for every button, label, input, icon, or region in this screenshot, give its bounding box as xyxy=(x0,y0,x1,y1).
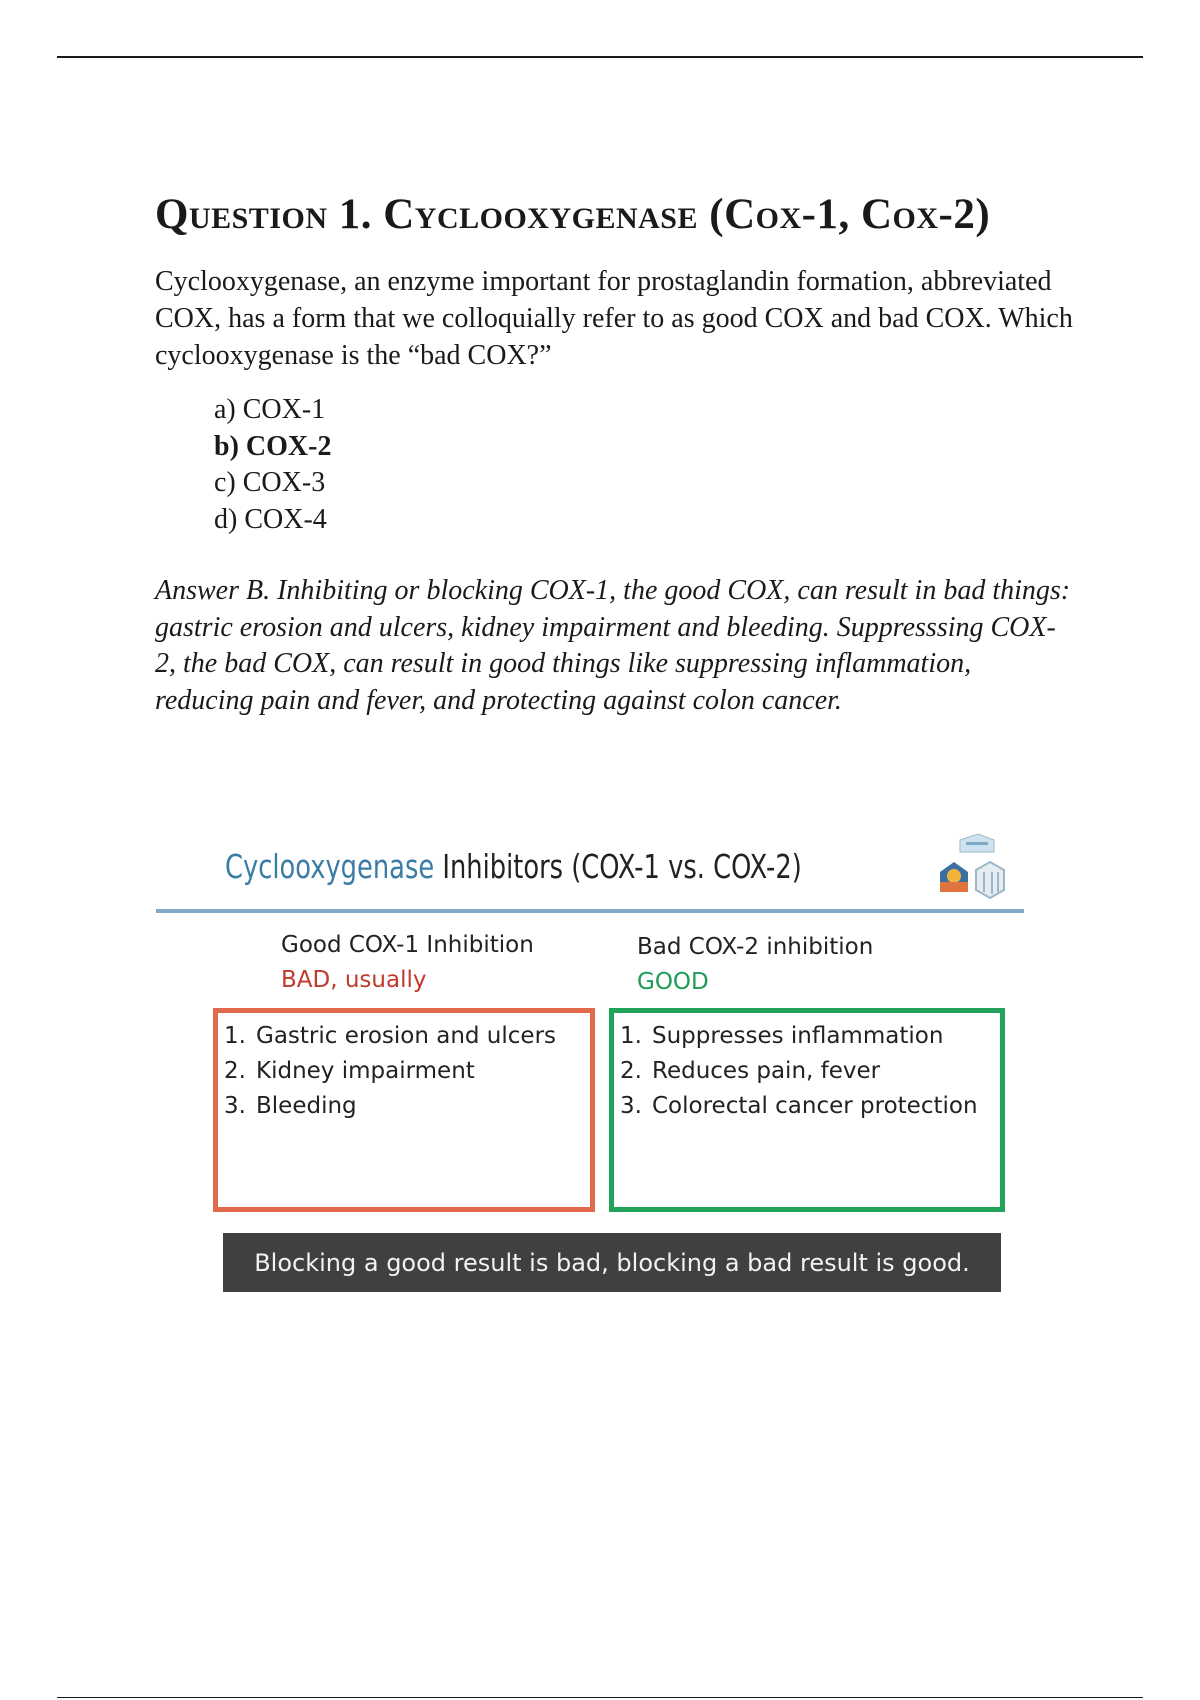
left-column-verdict: BAD, usually xyxy=(281,967,427,993)
slide-divider xyxy=(156,909,1024,913)
page-bottom-rule xyxy=(57,1697,1143,1698)
right-column-header xyxy=(637,930,873,1000)
option-c: c) COX-3 xyxy=(214,467,326,499)
option-a: a) COX-1 xyxy=(214,394,326,425)
slide-title-accent: Cyclooxygenase xyxy=(225,847,435,886)
cox2-effects-box xyxy=(609,1008,1005,1212)
list-item: 3. Colorectal cancer protection xyxy=(620,1093,978,1119)
page-top-rule xyxy=(57,56,1143,58)
list-item: 3. Bleeding xyxy=(224,1093,357,1119)
list-item: 2. Reduces pain, fever xyxy=(620,1058,881,1084)
question-title: Question 1. Cyclooxygenase (Cox-1, Cox-2) xyxy=(155,191,991,238)
list-item: 2. Kidney impairment xyxy=(224,1058,475,1084)
slide-title-rest: Inhibitors (COX-1 vs. COX-2) xyxy=(434,847,802,886)
left-column-heading: Good COX-1 Inhibition xyxy=(281,932,534,958)
answer-options xyxy=(214,392,331,538)
answer-explanation: Answer B. Inhibiting or blocking COX-1, the good COX, can result in bad things: gastric erosion and ulcers, kidney impairment and bleeding. Suppresssing COX-2, the bad COX, can result in good things like suppressing inflammation, reducing pain and fever, and protecting against colon cancer. xyxy=(155,575,1071,716)
list-item: 1. Suppresses inflammation xyxy=(620,1023,944,1049)
option-b: b) COX-2 xyxy=(214,430,332,462)
slide-title xyxy=(225,847,802,886)
right-column-verdict: GOOD xyxy=(637,969,709,995)
question-text: Cyclooxygenase, an enzyme important for prostaglandin formation, abbreviated COX, has a form that we colloquially refer to as good COX and bad COX. Which cyclooxygenase is the “bad COX?” xyxy=(155,266,1073,371)
cox1-effects-box xyxy=(213,1008,595,1212)
left-column-header xyxy=(281,928,534,998)
list-item: 1. Gastric erosion and ulcers xyxy=(224,1023,557,1049)
right-column-heading: Bad COX-2 inhibition xyxy=(637,934,874,960)
option-d: d) COX-4 xyxy=(214,503,327,535)
summary-banner: Blocking a good result is bad, blocking a bad result is good. xyxy=(223,1233,1001,1292)
building-logo-icon xyxy=(936,832,1018,904)
